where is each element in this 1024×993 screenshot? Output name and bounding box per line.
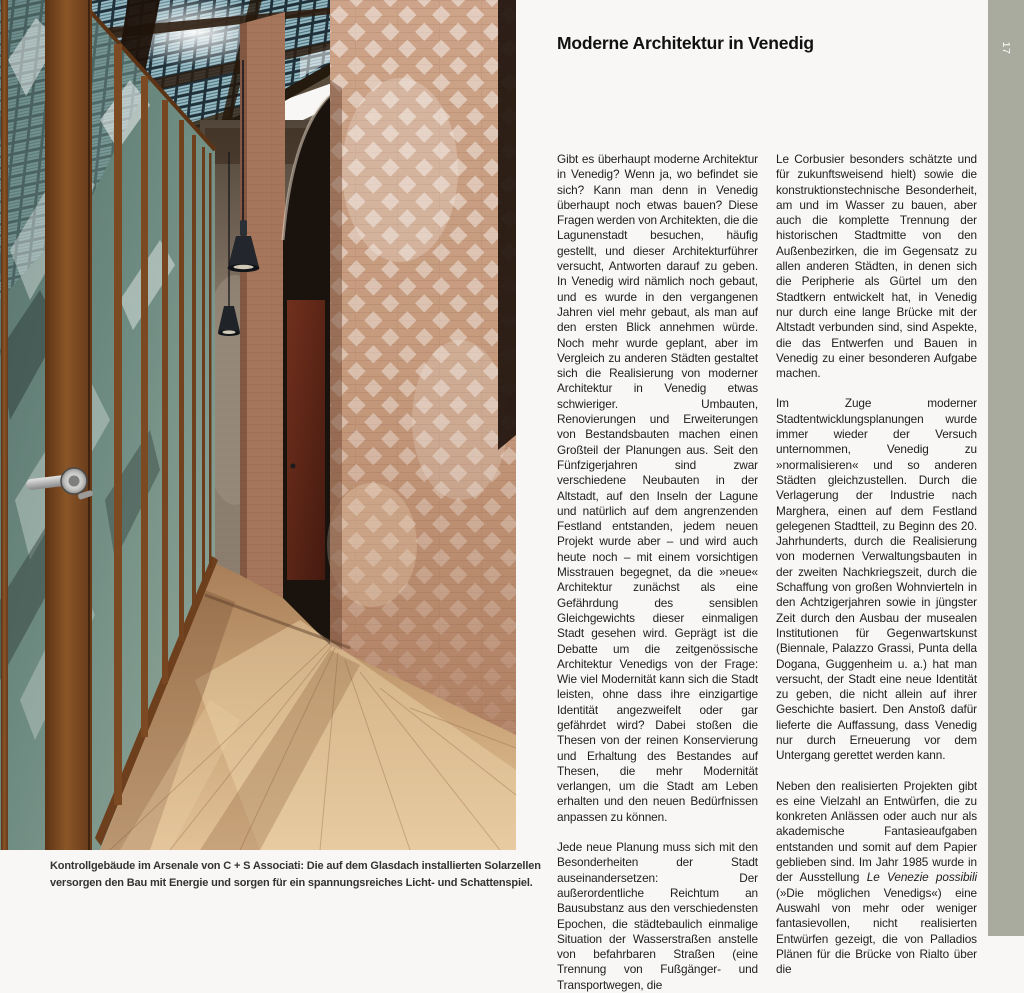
door-knob [291, 464, 296, 469]
corridor-photo [0, 0, 516, 850]
italic-exhibition-title: Le Venezie possibili [866, 870, 977, 885]
paragraph: Le Corbusier besonders schätzte und für zukunftsweisend hielt) sowie die konstruktionstechnische Besonderheit, am und im Wasser zu bauen, aber auch die komplette Trennung der historischen Stadtmitte von den Außenbezirken, die im Gegensatz zu allen anderen Städten, in denen sich die Peripherie als Gürtel um den Stadtkern entwickelt hat, in Venedig nur durch eine lange Brücke mit der Altstadt verbunden sind, sind Aspekte, die das Entwerfen und Bauen in Venedig zu einer besonderen Aufgabe machen. [776, 152, 977, 381]
page-number: 17 [1000, 41, 1012, 55]
page-title: Moderne Architektur in Venedig [557, 33, 814, 53]
paragraph-text: Neben den realisierten Projekten gibt es eine Vielzahl an Entwürfen, die zu konkreten Anlässen oder auch nur als akademische Fantasieaufgaben entstanden und somit auf dem Papier geblieben sind. Im Jahr 1985 wurde in der Ausstellung [776, 778, 977, 885]
paragraph [776, 779, 977, 978]
front-brick-pier [327, 0, 516, 740]
photo-caption-line1: Kontrollgebäude im Arsenale von C + S Associati: Die auf dem Glasdach installierten Solarzellen [50, 860, 541, 872]
middle-brick-pier [240, 12, 285, 602]
paragraph-text: (»Die möglichen Venedigs«) eine Auswahl von mehr oder weniger fantasievollen, nicht realisierten Entwürfen gezeigt, die von Palladios Plänen für die Brücke von Rialto über die [776, 885, 977, 977]
corridor-photo-figure [0, 0, 516, 850]
steel-door [287, 300, 325, 580]
door-stile [45, 0, 92, 850]
text-column-2 [776, 152, 977, 977]
paragraph: Im Zuge moderner Stadtentwicklungsplanungen wurde immer wieder der Versuch unternommen, Venedig zu »normalisieren« und so anderen Städten gleichzustellen. Durch die Verlagerung der Industrie nach Marghera, einen auf dem Festland gelegenen Stadtteil, zu Beginn des 20. Jahrhunderts, durch die Realisierung von modernen Verwaltungsbauten in der zweiten Nachkriegszeit, durch die Schaffung von großen Wohnvierteln in den Achtzigerjahren sowie in jüngster Zeit durch den Ausbau der musealen Institutionen für Gegenwartskunst (Biennale, Palazzo Grassi, Punta della Dogana, Guggenheim u. a.) hat man versucht, der Stadt eine neue Identität zu geben, die nicht allein auf ihrer Geschichte basiert. Den Anstoß dafür lieferte die Auffassung, dass Venedig nur durch Erneuerung vor dem Untergang gerettet werden kann. [776, 396, 977, 763]
page-edge-bar [988, 0, 1024, 936]
paragraph: Gibt es überhaupt moderne Architektur in Venedig? Wenn ja, wo befindet sie sich? Kann man denn in Venedig überhaupt noch etwas bauen? Diese Fragen werden von Architekten, die die Lagunenstadt besuchen, häufig gestellt, und dieser Architekturführer versucht, Antworten darauf zu geben. In Venedig wird nämlich noch gebaut, und es wurde in den vergangenen Jahren viel mehr gebaut, als man auf den ersten Blick annehmen würde. Noch mehr wurde geplant, aber im Vergleich zu anderen Städten gestaltet sich die Realisierung von moderner Architektur in Venedig etwas schwieriger. Umbauten, Renovierungen und Erweiterungen von Bestandsbauten machen einen Großteil der Planungen aus. Seit den Fünfzigerjahren sind zwar verschiedene Neubauten in der Altstadt, auf den Inseln der Lagune und natürlich auf dem angrenzenden Festland entstanden, jedem neuen Projekt wurde aber – und wird auch heute noch – mit einem vorsichtigen Misstrauen begegnet, da die »neue« Architektur zunächst als eine Gefährdung des sensiblen Gleichgewichts dieser einmaligen Stadt gesehen wird. Geprägt ist die Debatte um die zeitgenössische Architektur Venedigs von der Frage: Wie viel Modernität kann sich die Stadt leisten, ohne dass ihre einzigartige Identität angezweifelt oder gar gefährdet wird? Dabei stoßen die Thesen von der reinen Konservierung und Erhaltung des Bestandes auf Thesen, die mehr Modernität verlangen, um die Stadt am Leben erhalten und den neuen Bedürfnissen anpassen zu können. [557, 152, 758, 824]
photo-caption-line2: versorgen den Bau mit Energie und sorgen für ein spannungsreiches Licht- und Schattenspiel. [50, 877, 533, 889]
text-column-1 [557, 152, 758, 993]
photo-caption [50, 858, 550, 892]
paragraph: Jede neue Planung muss sich mit den Besonderheiten der Stadt auseinandersetzen: Der außerordentliche Reichtum an Bausubstanz aus den verschiedensten Epochen, die städtebaulich einmalige Situation der Wasserstraßen anstelle von befahrbaren Straßen (eine Trennung von Fußgänger- und Transportwegen, die [557, 840, 758, 992]
